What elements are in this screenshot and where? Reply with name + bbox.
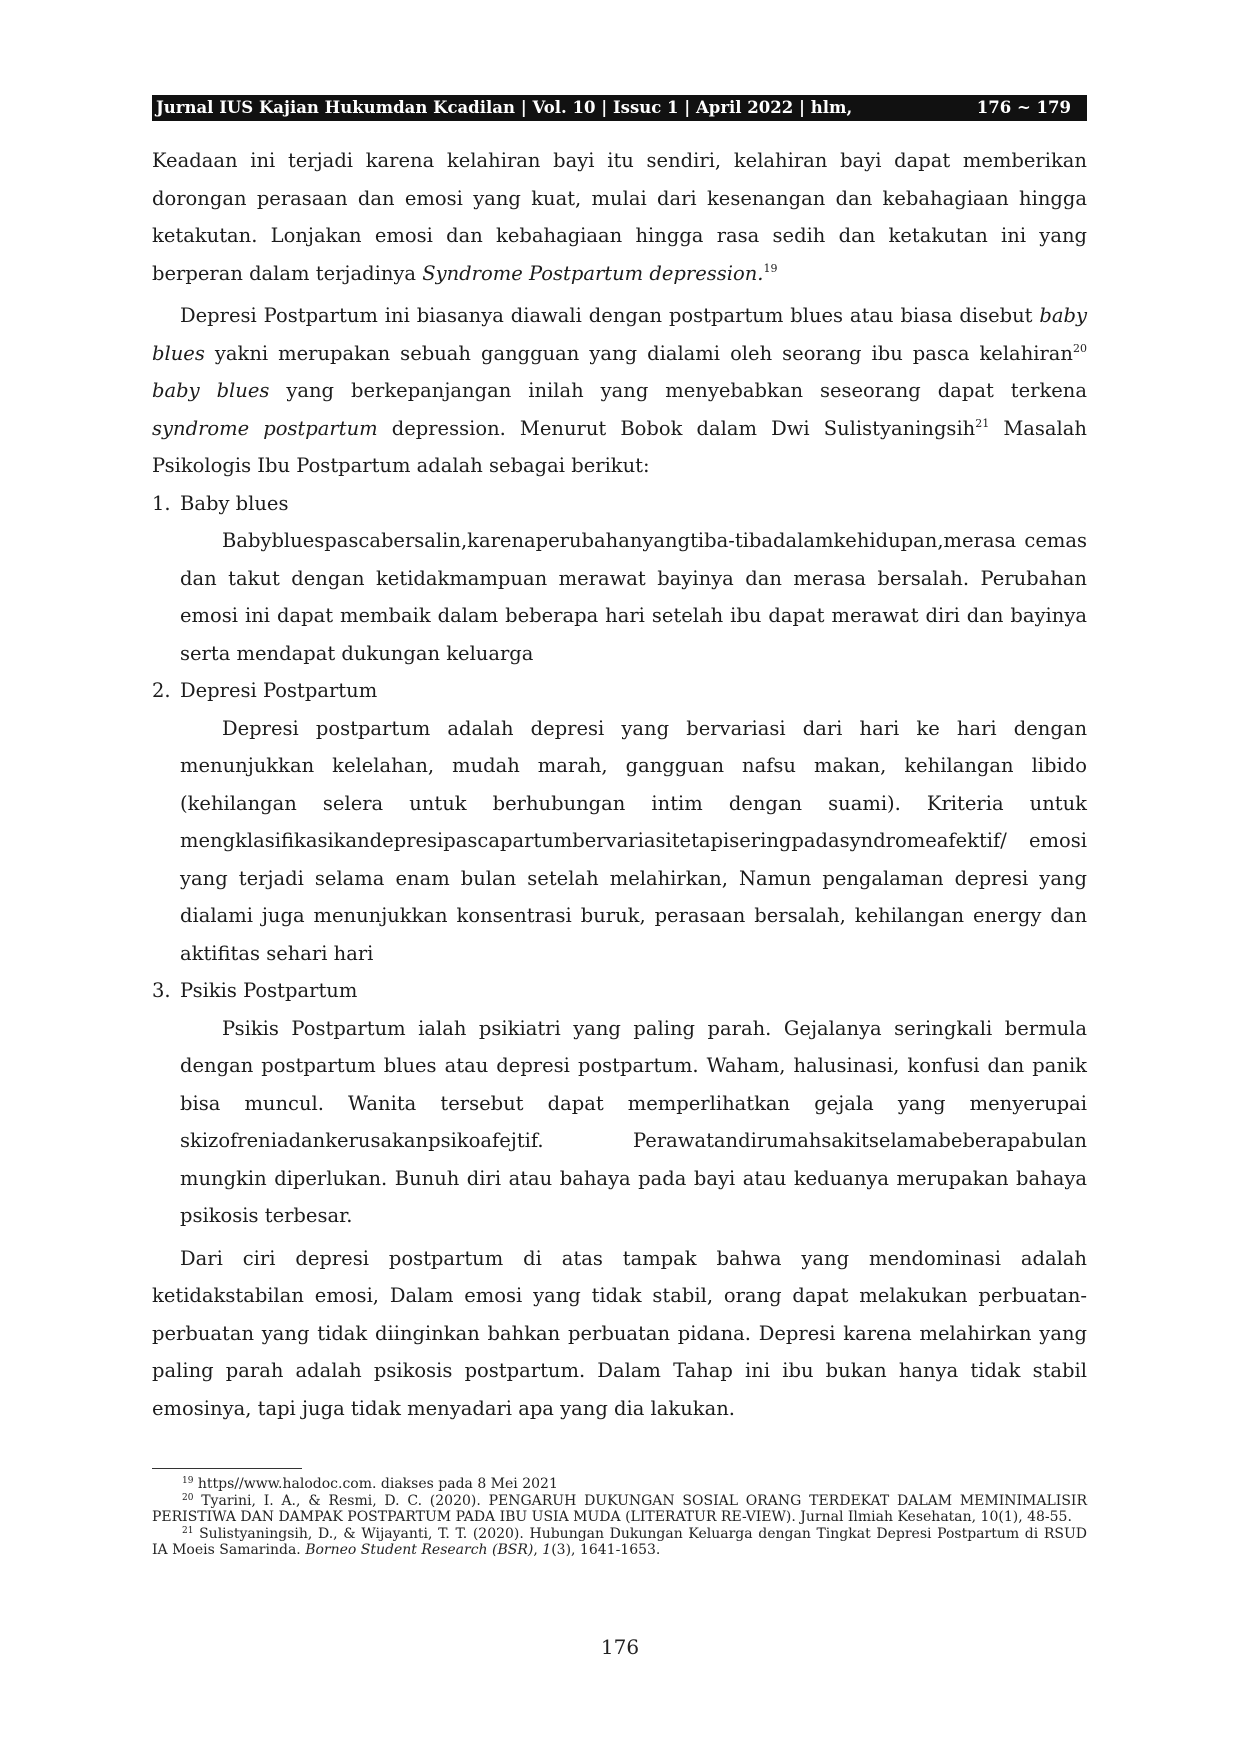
list-title: Depresi Postpartum	[180, 679, 378, 702]
list-item-2-title	[152, 672, 1087, 710]
page-number: 176	[600, 1635, 640, 1659]
footnote-number: 19	[182, 1476, 194, 1486]
footnote-ref-19[interactable]: 19	[763, 261, 778, 275]
list-item-2-body: Depresi postpartum adalah depresi yang bervariasi dari hari ke hari dengan menunjukkan kelelahan, mudah marah, gangguan nafsu makan, kehilangan libido (kehilangan selera untuk berhubungan intim dengan suami). Kriteria untuk mengklasifikasikandepresipascapartumbervariasitetapiseringpadasyndromeafektif/ emosi yang terjadi selama enam bulan setelah melahirkan, Namun pengalaman depresi yang dialami juga menunjukkan konsentrasi buruk, perasaan bersalah, kehilangan energy dan aktifitas sehari hari	[180, 716, 1087, 965]
footnote-divider	[152, 1468, 302, 1469]
footnotes	[152, 1476, 1087, 1559]
footnote-20	[152, 1493, 1087, 1526]
list-item-3-body: Psikis Postpartum ialah psikiatri yang paling parah. Gejalanya seringkali bermula dengan postpartum blues atau depresi postpartum. Waham, halusinasi, konfusi dan panik bisa muncul. Wanita tersebut dapat memperlihatkan gejala yang menyerupai skizofreniadankerusakanpsikoafejtif. Perawatandirumahsakitselamabeberapabulan mungkin diperlukan. Bunuh diri atau bahaya pada bayi atau keduanya merupakan bahaya psikosis terbesar.	[180, 1016, 1087, 1227]
footnote-volume: 1	[542, 1542, 552, 1558]
paragraph-last: Dari ciri depresi postpartum di atas tampak bahwa yang mendominasi adalah ketidakstabilan emosi, Dalam emosi yang tidak stabil, orang dapat melakukan perbuatan-perbuatan yang tidak diinginkan bahkan perbuatan pidana. Depresi karena melahirkan yang paling parah adalah psikosis postpartum. Dalam Tahap ini ibu bukan hanya tidak stabil emosinya, tapi juga tidak menyadari apa yang dia lakukan.	[152, 1246, 1087, 1420]
footnote-19	[152, 1476, 1087, 1493]
footnote-text: (3), 1641-1653.	[551, 1542, 661, 1558]
list-item-1-body: Babybluespascabersalin,karenaperubahanyangtiba-tibadalamkehidupan,merasa cemas dan takut dengan ketidakmampuan merawat bayinya dan merasa bersalah. Perubahan emosi ini dapat membaik dalam beberapa hari setelah ibu dapat merawat diri dan bayinya serta mendapat dukungan keluarga	[180, 529, 1087, 665]
list-item-3-title	[152, 972, 1087, 1010]
p2-text-d: depression. Menurut Bobok dalam Dwi Sulistyaningsih	[377, 416, 976, 440]
p2-italic-2: baby blues	[152, 379, 270, 402]
list-number: 2.	[152, 679, 171, 702]
list-item-1-title	[152, 485, 1087, 523]
p2-text-a: Depresi Postpartum ini biasanya diawali dengan postpartum blues atau biasa disebut	[180, 304, 1040, 327]
article-body	[152, 142, 1087, 1427]
list-number: 1.	[152, 491, 171, 515]
paragraph-1-italic: Syndrome Postpartum depression.	[422, 261, 764, 285]
p2-text-c: yang berkepanjangan inilah yang menyebabkan seseorang dapat terkena	[269, 379, 1087, 402]
footnote-ref-20[interactable]: 20	[1073, 341, 1087, 355]
header-journal-info: Jurnal IUS Kajian Hukumdan Kcadilan | Vol. 10 | Issuc 1 | April 2022 | hlm,	[156, 98, 853, 117]
list-title: Psikis Postpartum	[180, 979, 358, 1002]
footnote-text: ,	[533, 1542, 543, 1558]
footnote-number: 20	[182, 1492, 194, 1503]
p2-italic-1: baby blues	[152, 304, 1087, 365]
paragraph-1	[152, 142, 1087, 292]
footnote-text: https//www.halodoc.com. diakses pada 8 Mei 2021	[193, 1476, 558, 1492]
paragraph-2	[152, 297, 1087, 485]
list-number: 3.	[152, 979, 171, 1002]
footnote-number: 21	[182, 1525, 194, 1536]
p2-text-e: Masalah Psikologis Ibu Postpartum adalah sebagai berikut:	[152, 416, 1087, 477]
paragraph-1-text: Keadaan ini terjadi karena kelahiran bayi itu sendiri, kelahiran bayi dapat memberikan dorongan perasaan dan emosi yang kuat, mulai dari kesenangan dan kebahagiaan hingga ketakutan. Lonjakan emosi dan kebahagiaan hingga rasa sedih dan ketakutan ini yang berperan dalam terjadinya	[152, 149, 1087, 285]
header-page-range: 176 ~ 179	[976, 98, 1071, 117]
p2-italic-3: syndrome postpartum	[152, 416, 378, 440]
footnote-21	[152, 1526, 1087, 1559]
footnote-text: Tyarini, I. A., & Resmi, D. C. (2020). PENGARUH DUKUNGAN SOSIAL ORANG TERDEKAT DALAM MEMINIMALISIR PERISTIWA DAN DAMPAK POSTPARTUM PADA IBU USIA MUDA (LITERATUR RE-VIEW). Jurnal Ilmiah Kesehatan, 10(1), 48-55.	[152, 1492, 1087, 1525]
running-header	[152, 95, 1087, 121]
footnote-ref-21[interactable]: 21	[975, 416, 990, 430]
list-title: Baby blues	[180, 491, 289, 515]
footnote-journal-title: Borneo Student Research (BSR)	[305, 1542, 534, 1558]
p2-text-b: yakni merupakan sebuah gangguan yang dialami oleh seorang ibu pasca kelahiran	[204, 341, 1073, 365]
footnote-text: Sulistyaningsih, D., & Wijayanti, T. T. (2020). Hubungan Dukungan Keluarga dengan Tingkat Depresi Postpartum di RSUD IA Moeis Samarinda.	[152, 1525, 1087, 1558]
